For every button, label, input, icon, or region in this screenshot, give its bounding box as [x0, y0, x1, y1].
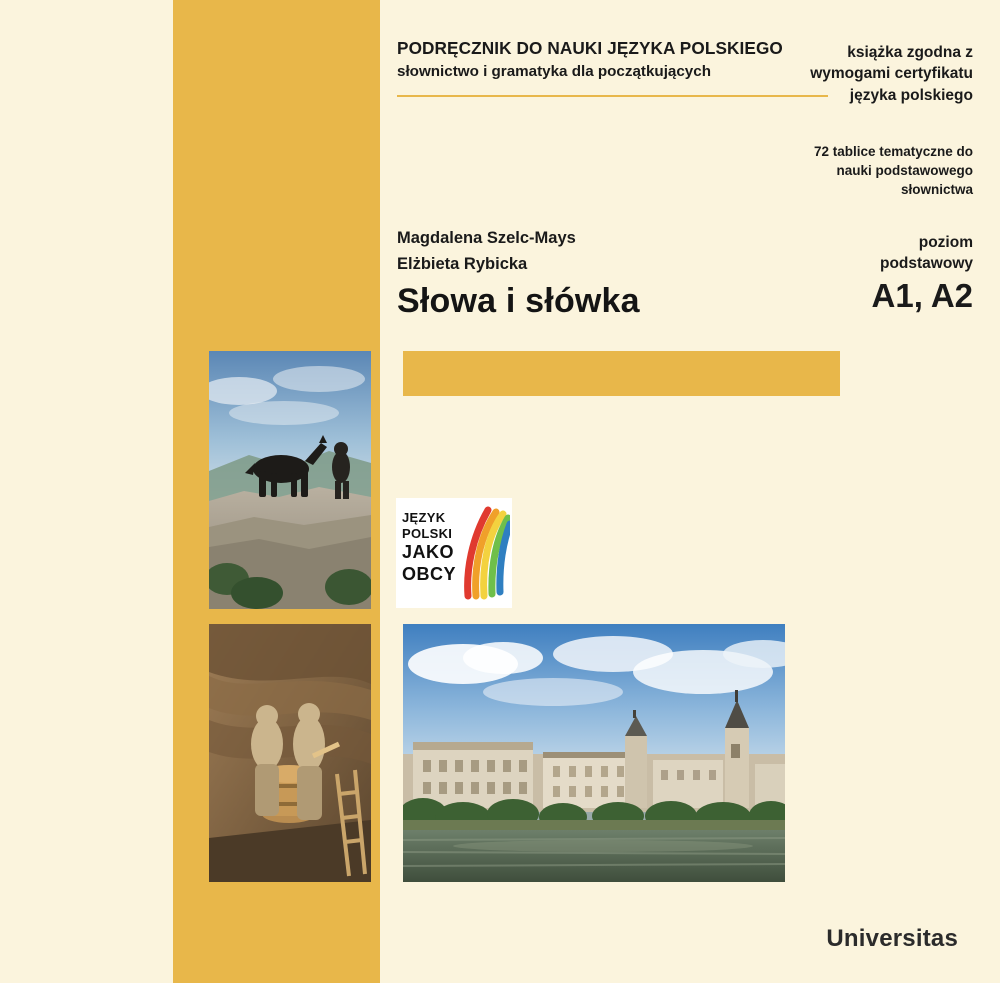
header-divider [397, 95, 828, 97]
bottom-margin [0, 983, 1000, 1000]
jpjo-line-2: POLSKI [402, 525, 453, 541]
author-1: Magdalena Szelc-Mays [397, 229, 576, 247]
photo-horse [209, 351, 371, 609]
level-codes: A1, A2 [871, 276, 973, 314]
level-block [798, 232, 973, 315]
tables-note: 72 tablice tematyczne do nauki podstawowego słownictwa [813, 144, 973, 198]
jpjo-logo [396, 498, 512, 608]
jpjo-line-4: OBCY [402, 563, 457, 584]
jpjo-flame-icon [458, 500, 510, 604]
author-2: Elżbieta Rybicka [397, 254, 528, 273]
cover-header [397, 38, 827, 80]
photo-town [403, 624, 785, 882]
header-line-1: PODRĘCZNIK DO NAUKI JĘZYKA POLSKIEGO [397, 38, 783, 58]
jpjo-line-3: JAKO [402, 541, 455, 562]
level-name: podstawowy [879, 255, 973, 273]
title-accent-bar [403, 351, 840, 396]
jpjo-line-1: JĘZYK [402, 510, 446, 525]
page-title: Słowa i słówka [397, 282, 640, 320]
left-margin [0, 0, 173, 983]
publisher-logo: Universitas [826, 925, 958, 952]
photo-mine [209, 624, 371, 882]
header-line-2: słownictwo i gramatyka dla początkujących [397, 63, 711, 80]
certificate-note: książka zgodna z wymogami certyfikatu języka polskiego [810, 44, 973, 104]
level-label: poziom [918, 234, 973, 251]
authors [397, 226, 576, 277]
